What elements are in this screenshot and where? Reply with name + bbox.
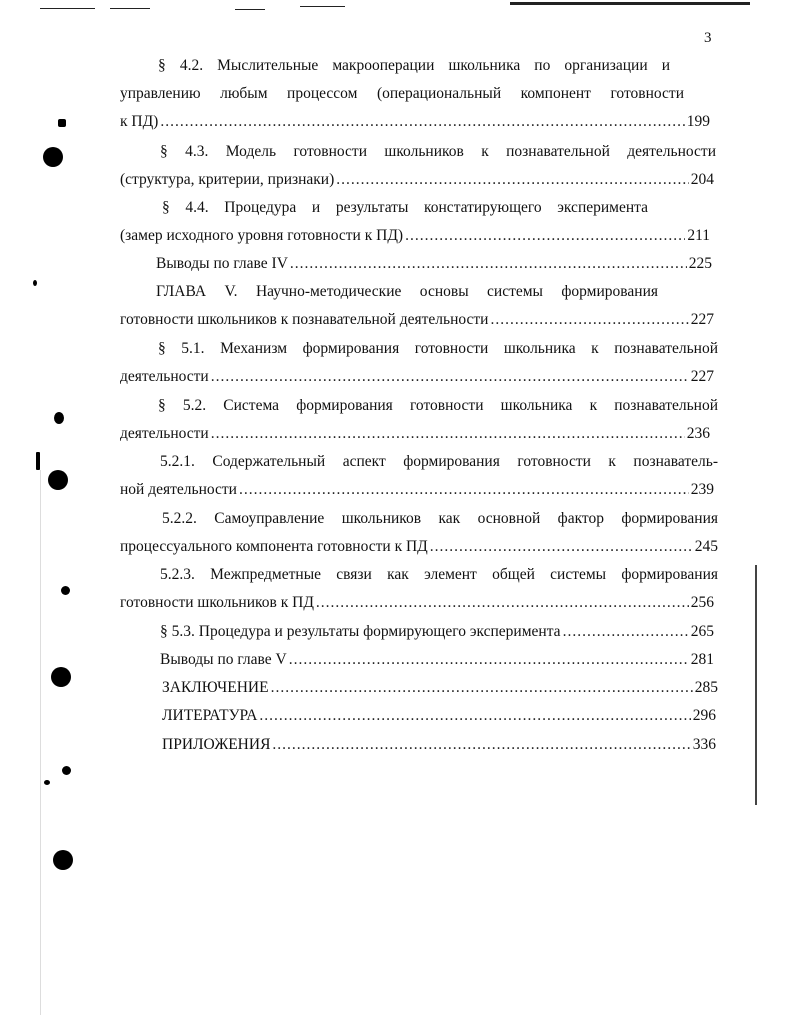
toc-line (120, 112, 710, 132)
scan-speck (54, 412, 64, 424)
dot-leader (160, 112, 684, 132)
page-number: 3 (704, 30, 712, 46)
toc-line (160, 565, 718, 585)
dot-leader (289, 650, 689, 670)
toc-entry-text: ГЛАВА V. Научно-методические основы системы формирования (156, 283, 658, 300)
toc-page-number: 245 (694, 538, 718, 555)
binder-hole (51, 667, 71, 687)
toc-line (120, 424, 710, 444)
toc-entry-text: процессуального компонента готовности к ПД (120, 538, 428, 555)
toc-entry-text: (структура, критерии, признаки) (120, 171, 335, 188)
toc-entry-text: ЗАКЛЮЧЕНИЕ (162, 679, 269, 696)
toc-entry-text: деятельности (120, 425, 209, 442)
toc-entry-text: готовности школьников к познавательной деятельности (120, 311, 489, 328)
scan-speck (62, 766, 71, 775)
toc-page-number: 281 (690, 651, 714, 668)
binder-hole (58, 119, 66, 127)
toc-entry-text: § 5.1. Механизм формирования готовности школьника к познавательной (158, 340, 718, 357)
dot-leader (211, 367, 689, 387)
toc-page-number: 336 (692, 736, 716, 753)
toc-page-number: 211 (687, 227, 710, 244)
toc-entry-text: Выводы по главе V (160, 651, 287, 668)
toc-entry-text: § 4.2. Мыслительные макрооперации школьника по организации и (158, 57, 670, 74)
dot-leader (239, 480, 689, 500)
toc-line (120, 226, 710, 246)
dot-leader (290, 254, 687, 274)
toc-line (120, 537, 718, 557)
toc-line (120, 480, 714, 500)
toc-page-number: 296 (692, 707, 716, 724)
toc-page-number: 285 (694, 679, 718, 696)
scan-speck (44, 780, 50, 785)
binder-hole (43, 147, 63, 167)
toc-line (120, 367, 714, 387)
toc-entry-text: ной деятельности (120, 481, 237, 498)
toc-line (160, 622, 714, 642)
dot-leader (405, 226, 685, 246)
scan-line (510, 2, 750, 5)
toc-line (162, 198, 648, 218)
dot-leader (563, 622, 689, 642)
scan-speck (61, 586, 70, 595)
toc-entry-text: ПРИЛОЖЕНИЯ (162, 736, 271, 753)
toc-line (160, 142, 716, 162)
dot-leader (316, 593, 689, 613)
toc-entry-text: 5.2.3. Межпредметные связи как элемент общей системы формирования (160, 566, 718, 583)
binder-hole (53, 850, 73, 870)
page-edge-line (40, 470, 41, 1015)
toc-line (120, 310, 714, 330)
dot-leader (430, 537, 693, 557)
page-edge-line (755, 565, 757, 805)
toc-page-number: 256 (690, 594, 714, 611)
toc-line (120, 593, 714, 613)
toc-page-number: 225 (688, 255, 712, 272)
toc-entry-text: деятельности (120, 368, 209, 385)
toc-entry-text: готовности школьников к ПД (120, 594, 314, 611)
toc-entry-text: к ПД) (120, 113, 159, 130)
toc-entry-text: управлению любым процессом (операциональный компонент готовности (120, 85, 684, 102)
scan-line (300, 6, 345, 7)
toc-page-number: 204 (690, 171, 714, 188)
toc-line (162, 509, 718, 529)
toc-entry-text: § 5.3. Процедура и результаты формирующего эксперимента (160, 623, 561, 640)
toc-entry-text: § 5.2. Система формирования готовности школьника к познавательной (158, 397, 718, 414)
toc-page-number: 227 (690, 311, 714, 328)
toc-line (158, 396, 718, 416)
toc-entry-text: 5.2.1. Содержательный аспект формирования готовности к познаватель- (160, 453, 718, 470)
toc-entry-text: (замер исходного уровня готовности к ПД) (120, 227, 404, 244)
dot-leader (272, 735, 690, 755)
toc-page-number: 236 (686, 425, 710, 442)
toc-line (162, 735, 716, 755)
toc-line (120, 170, 714, 190)
toc-line (160, 650, 714, 670)
toc-line (160, 452, 718, 472)
scan-line (235, 9, 265, 10)
toc-line (120, 84, 684, 104)
scan-speck (36, 452, 40, 470)
dot-leader (336, 170, 688, 190)
toc-line (158, 56, 670, 76)
toc-entry-text: Выводы по главе IV (156, 255, 288, 272)
dot-leader (271, 678, 693, 698)
toc-line (162, 678, 718, 698)
toc-page-number: 265 (690, 623, 714, 640)
toc-line (162, 706, 716, 726)
binder-hole (48, 470, 68, 490)
toc-entry-text: § 4.3. Модель готовности школьников к познавательной деятельности (160, 143, 716, 160)
toc-page-number: 199 (686, 113, 710, 130)
toc-line (156, 282, 658, 302)
scan-line (110, 8, 150, 9)
dot-leader (490, 310, 688, 330)
dot-leader (211, 424, 685, 444)
toc-line (158, 339, 718, 359)
scan-line (40, 8, 95, 9)
scan-speck (33, 280, 37, 286)
toc-page-number: 227 (690, 368, 714, 385)
dot-leader (259, 706, 690, 726)
toc-entry-text: § 4.4. Процедура и результаты констатирующего эксперимента (162, 199, 648, 216)
toc-entry-text: 5.2.2. Самоуправление школьников как основной фактор формирования (162, 510, 718, 527)
toc-line (156, 254, 712, 274)
toc-entry-text: ЛИТЕРАТУРА (162, 707, 258, 724)
toc-page-number: 239 (690, 481, 714, 498)
